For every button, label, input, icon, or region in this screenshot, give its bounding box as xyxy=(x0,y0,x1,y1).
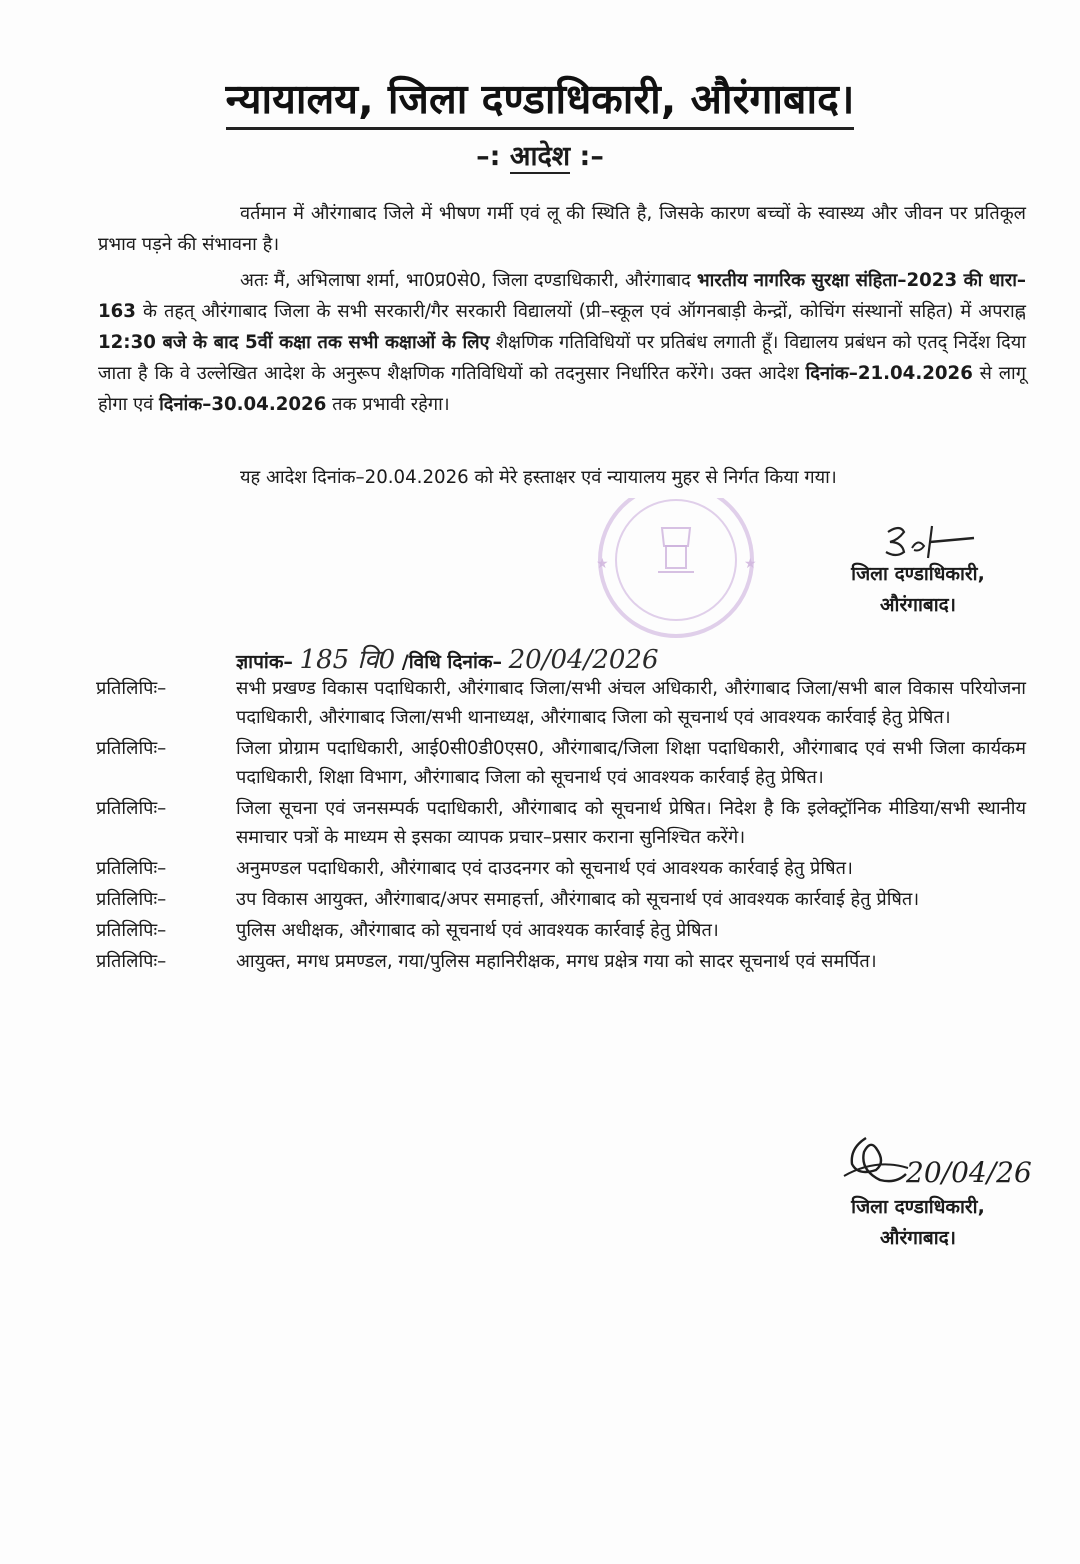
list-item xyxy=(96,734,1026,792)
paragraph-1: वर्तमान में औरंगाबाद जिले में भीषण गर्मी एवं लू की स्थिति है, जिसके कारण बच्चों के स्वास्थ्य और जीवन पर प्रतिकूल प्रभाव पड़ने की संभावना है। xyxy=(98,203,1026,255)
p2-time-restriction: 12:30 बजे के बाद 5वीं कक्षा तक सभी कक्षाओं के लिए xyxy=(98,332,490,353)
copy-label: प्रतिलिपिः– xyxy=(96,951,167,972)
copy-text: पुलिस अधीक्षक, औरंगाबाद को सूचनार्थ एवं आवश्यक कार्रवाई हेतु प्रेषित। xyxy=(236,920,719,941)
p2-section-ref: भारतीय नागरिक सुरक्षा संहिता–2023 की धारा–163 xyxy=(98,270,1027,322)
order-prefix: –: xyxy=(476,141,501,172)
memo-middle: /विधि दिनांक– xyxy=(401,651,502,673)
copy-text: जिला प्रोग्राम पदाधिकारी, आई0सी0डी0एस0, औरंगाबाद/जिला शिक्षा पदाधिकारी, औरंगाबाद एवं सभी जिला कार्यकम पदाधिकारी, शिक्षा विभाग, औरंगाबाद जिला को सूचनार्थ एवं आवश्यक कार्रवाई हेतु प्रेषित। xyxy=(236,738,1026,788)
signatory-block xyxy=(818,559,1018,621)
signatory-place-2: औरंगाबाद। xyxy=(880,1227,956,1249)
copy-text: सभी प्रखण्ड विकास पदाधिकारी, औरंगाबाद जिला/सभी अंचल अधिकारी, औरंगाबाद जिला/सभी बाल विकास परियोजना पदाधिकारी, औरंगाबाद जिला/सभी थानाध्यक्ष, औरंगाबाद जिला को सूचनार्थ एवं आवश्यक कार्रवाई हेतु प्रेषित। xyxy=(236,678,1026,728)
copy-label: प्रतिलिपिः– xyxy=(96,920,167,941)
memo-label: ज्ञापांक– xyxy=(236,651,293,673)
signatory-title: जिला दण्डाधिकारी, xyxy=(851,563,985,585)
order-suffix: :– xyxy=(579,141,604,172)
court-title: न्यायालय, जिला दण्डाधिकारी, औरंगाबाद। xyxy=(226,75,855,130)
page-title xyxy=(0,70,1080,126)
copy-label: प्रतिलिपिः– xyxy=(96,889,167,910)
p2-part-g: से लागू होगा एवं xyxy=(98,363,1026,415)
court-seal-stamp xyxy=(568,498,784,644)
copy-label: प्रतिलिपिः– xyxy=(96,738,167,759)
p2-start-date: दिनांक–21.04.2026 xyxy=(805,363,973,384)
p2-part-i: तक प्रभावी रहेगा। xyxy=(332,394,450,415)
signatory-block-2 xyxy=(818,1192,1018,1254)
paragraph-2 xyxy=(98,265,1026,420)
list-item xyxy=(96,674,1026,732)
memo-date: 20/04/2026 xyxy=(508,645,659,675)
list-item xyxy=(96,854,1026,883)
copy-label: प्रतिलिपिः– xyxy=(96,798,167,819)
signatory-title-2: जिला दण्डाधिकारी, xyxy=(851,1196,985,1218)
copy-text: अनुमण्डल पदाधिकारी, औरंगाबाद एवं दाउदनगर को सूचनार्थ एवं आवश्यक कार्रवाई हेतु प्रेषित। xyxy=(236,858,853,879)
list-item xyxy=(96,794,1026,852)
copy-text: जिला सूचना एवं जनसम्पर्क पदाधिकारी, औरंगाबाद को सूचनार्थ प्रेषित। निदेश है कि इलेक्ट्रॉनिक मीडिया/सभी स्थानीय समाचार पत्रों के माध्यम से इसका व्यापक प्रचार–प्रसार कराना सुनिश्चित करेंगे। xyxy=(236,798,1026,848)
svg-text:★: ★ xyxy=(596,556,609,572)
copy-label: प्रतिलिपिः– xyxy=(96,858,167,879)
copy-label: प्रतिलिपिः– xyxy=(96,678,167,699)
list-item xyxy=(96,885,1026,914)
copy-list xyxy=(96,674,1026,978)
p2-part-c: के तहत् औरंगाबाद जिला के सभी सरकारी/गैर सरकारी विद्यालयों (प्री–स्कूल एवं ऑगनबाड़ी केन्द्रों, कोचिंग संस्थानों सहित) में अपराह्न xyxy=(143,301,1026,322)
order-word: आदेश xyxy=(509,141,571,172)
signature-scribble xyxy=(878,518,978,564)
svg-text:★: ★ xyxy=(744,556,757,572)
list-item xyxy=(96,916,1026,945)
memo-line xyxy=(236,640,658,676)
signatory-place: औरंगाबाद। xyxy=(880,594,956,616)
order-heading xyxy=(0,136,1080,173)
memo-number: 185 वि0 xyxy=(299,645,396,675)
copy-text: उप विकास आयुक्त, औरंगाबाद/अपर समाहर्त्ता, औरंगाबाद को सूचनार्थ एवं आवश्यक कार्रवाई हेतु प्रेषित। xyxy=(236,889,920,910)
signature-date: 20/04/26 xyxy=(906,1156,1032,1189)
p2-part-a: अतः मैं, अभिलाषा शर्मा, भा0प्र0से0, जिला दण्डाधिकारी, औरंगाबाद xyxy=(240,270,691,291)
list-item xyxy=(96,947,1026,976)
p2-end-date: दिनांक–30.04.2026 xyxy=(159,394,327,415)
copy-text: आयुक्त, मगध प्रमण्डल, गया/पुलिस महानिरीक्षक, मगध प्रक्षेत्र गया को सादर सूचनार्थ एवं समर्पित। xyxy=(236,951,877,972)
p2-part-e: शैक्षणिक गतिविधियों पर प्रतिबंध लगाती हूँ। विद्यालय प्रबंधन को एतद् निर्देश दिया जाता है कि वे उल्लेखित आदेश के अनुरूप शैक्षणिक गतिविधियों को तदनुसार निर्धारित करेंगे। उक्त आदेश xyxy=(98,332,1026,384)
paragraph-3: यह आदेश दिनांक–20.04.2026 को मेरे हस्ताक्षर एवं न्यायालय मुहर से निर्गत किया गया। xyxy=(240,467,837,488)
